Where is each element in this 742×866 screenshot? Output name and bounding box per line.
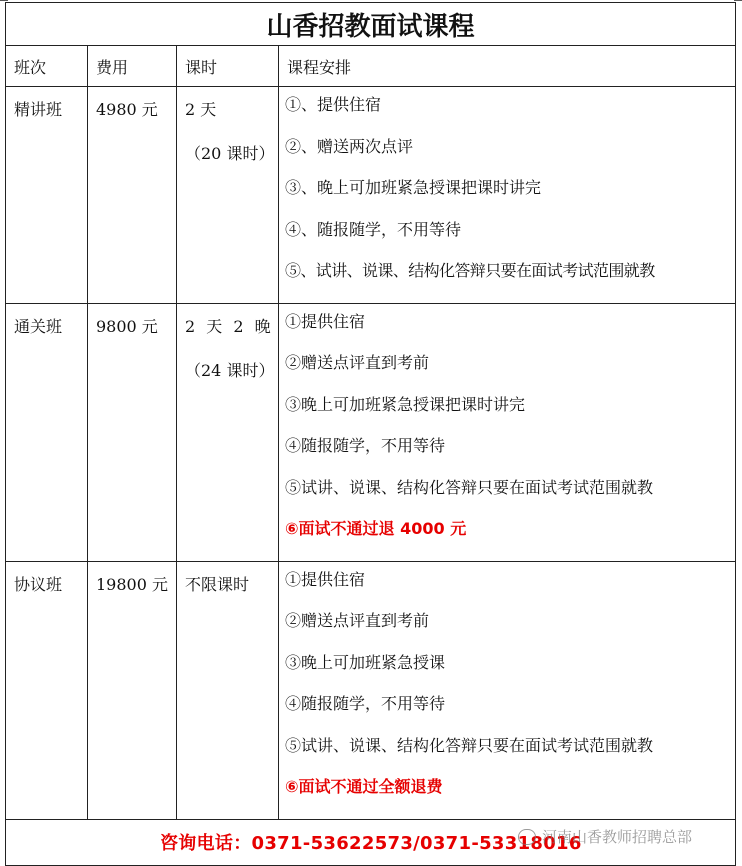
schedule-cell bbox=[279, 87, 736, 304]
wechat-icon bbox=[518, 829, 536, 845]
schedule-item: ②、赠送两次点评 bbox=[285, 136, 414, 156]
course-sheet bbox=[5, 2, 735, 866]
schedule-item: ④、随报随学，不用等待 bbox=[285, 219, 462, 239]
watermark-text: 河南山香教师招聘总部 bbox=[542, 827, 693, 846]
table-title: 山香招教面试课程 bbox=[6, 3, 736, 46]
footer-cell bbox=[6, 819, 736, 865]
table-row bbox=[6, 303, 736, 561]
header-class: 班次 bbox=[6, 46, 88, 87]
hours-detail: （20 课时） bbox=[185, 144, 275, 163]
table-row bbox=[6, 561, 736, 819]
corner-mark-right bbox=[734, 0, 742, 1]
class-fee: 9800 元 bbox=[88, 303, 177, 561]
schedule-item: ④随报随学，不用等待 bbox=[285, 694, 446, 713]
hours-value: 2 天 2 晚 bbox=[185, 316, 271, 336]
class-name: 精讲班 bbox=[6, 87, 88, 304]
phone-text: 咨询电话：0371-53622573/0371-53318016 bbox=[160, 832, 582, 854]
schedule-cell bbox=[279, 303, 736, 561]
schedule-cell bbox=[279, 561, 736, 819]
schedule-item: ⑤、试讲、说课、结构化答辩只要在面试考试范围就教 bbox=[285, 261, 655, 280]
header-schedule: 课程安排 bbox=[279, 46, 736, 87]
header-row bbox=[6, 46, 736, 87]
class-name: 通关班 bbox=[6, 303, 88, 561]
schedule-item: ③、晚上可加班紧急授课把课时讲完 bbox=[285, 178, 542, 197]
watermark bbox=[518, 826, 692, 847]
corner-mark-left bbox=[0, 0, 8, 1]
table-row bbox=[6, 87, 736, 304]
schedule-item: ①提供住宿 bbox=[285, 311, 366, 331]
schedule-item: ①提供住宿 bbox=[285, 569, 366, 589]
schedule-item: ⑤试讲、说课、结构化答辩只要在面试考试范围就教 bbox=[285, 735, 654, 755]
header-fee: 费用 bbox=[88, 46, 177, 87]
hours-value: 2 天 bbox=[185, 100, 217, 119]
hours-value: 不限课时 bbox=[185, 574, 250, 594]
refund-highlight: ⑥面试不通过退 4000 元 bbox=[285, 519, 467, 538]
class-fee: 19800 元 bbox=[88, 561, 177, 819]
schedule-item: ③晚上可加班紧急授课把课时讲完 bbox=[285, 394, 526, 414]
schedule-item: ②赠送点评直到考前 bbox=[285, 611, 430, 630]
schedule-item: ②赠送点评直到考前 bbox=[285, 353, 430, 372]
schedule-item: ④随报随学，不用等待 bbox=[285, 436, 446, 455]
class-hours bbox=[177, 561, 279, 819]
class-name: 协议班 bbox=[6, 561, 88, 819]
class-hours bbox=[177, 303, 279, 561]
hours-detail: （24 课时） bbox=[185, 360, 275, 380]
schedule-item: ⑤试讲、说课、结构化答辩只要在面试考试范围就教 bbox=[285, 477, 654, 497]
header-hours: 课时 bbox=[177, 46, 279, 87]
class-fee: 4980 元 bbox=[88, 87, 177, 304]
schedule-item: ③晚上可加班紧急授课 bbox=[285, 652, 446, 672]
class-hours bbox=[177, 87, 279, 304]
course-table bbox=[5, 2, 736, 866]
schedule-item: ①、提供住宿 bbox=[285, 95, 382, 114]
refund-highlight: ⑥面试不通过全额退费 bbox=[285, 777, 443, 796]
